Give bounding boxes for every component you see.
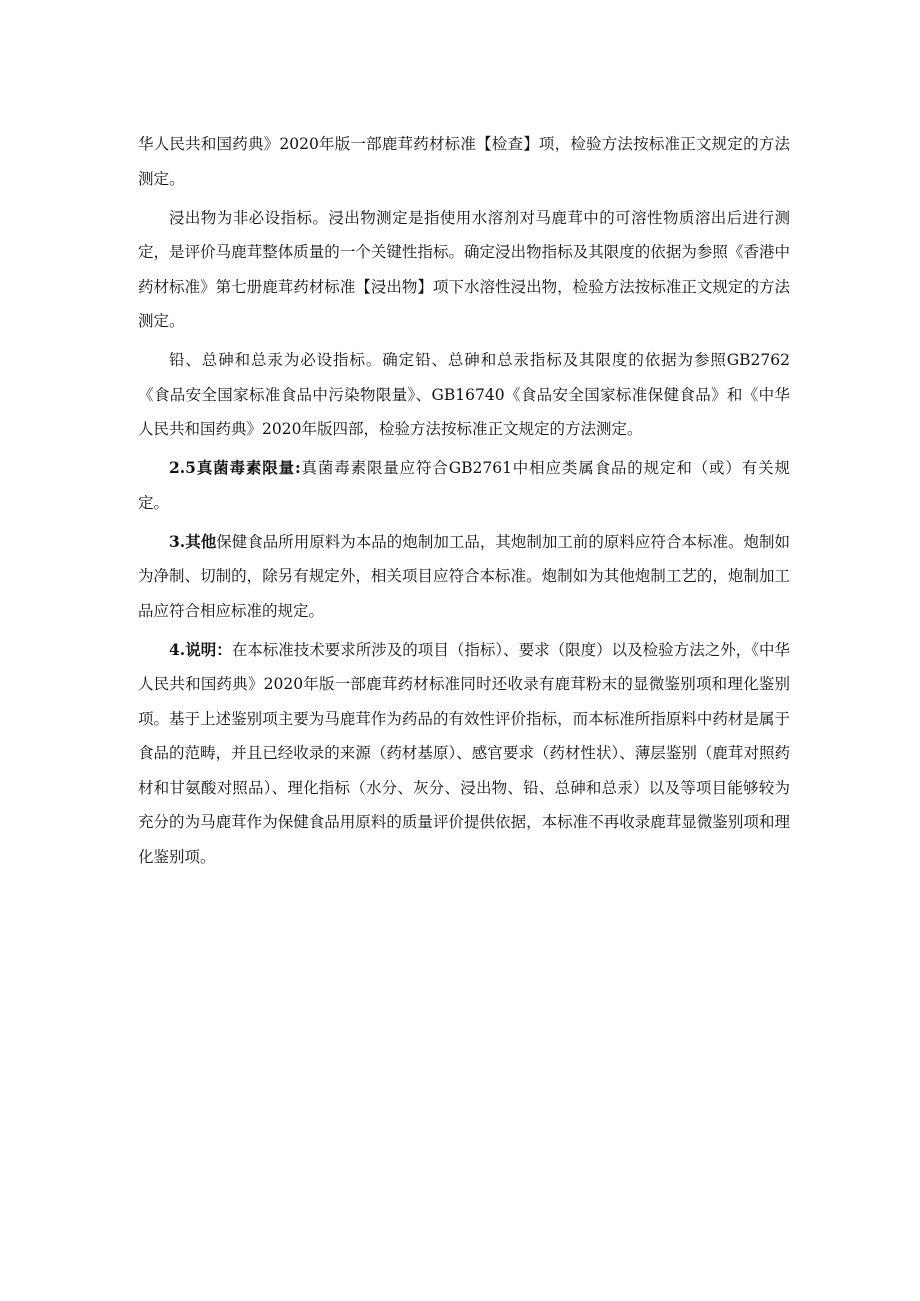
paragraph-extract — [138, 201, 790, 339]
paragraph-text: 铅、总砷和总汞为必设指标。确定铅、总砷和总汞指标及其限度的依据为参照GB2762《食品安全国家标准食品中污染物限量》、GB16740《食品安全国家标准保健食品》和《中华人民共和国药典》2020年版四部，检验方法按标准正文规定的方法测定。 — [138, 351, 790, 438]
paragraph-text: 浸出物为非必设指标。浸出物测定是指使用水溶剂对马鹿茸中的可溶性物质溶出后进行测定，是评价马鹿茸整体质量的一个关键性指标。确定浸出物指标及其限度的依据为参照《香港中药材标准》第七册鹿茸药材标准【浸出物】项下水溶性浸出物，检验方法按标准正文规定的方法测定。 — [138, 208, 790, 330]
section-heading: 2.5真菌毒素限量: — [169, 458, 301, 477]
section-heading: 4.说明： — [169, 639, 232, 659]
section-heading: 3.其他 — [169, 531, 217, 551]
paragraph-notes — [138, 633, 790, 875]
paragraph-text: 真菌毒素限量应符合GB2761中相应类属食品的规定和（或）有关规定。 — [138, 459, 790, 512]
document-page — [138, 127, 790, 879]
paragraph-text: 华人民共和国药典》2020年版一部鹿茸药材标准【检查】项，检验方法按标准正文规定的方法测定。 — [138, 135, 790, 188]
paragraph-other — [138, 525, 790, 629]
paragraph-mycotoxin — [138, 451, 790, 520]
paragraph-continuation — [138, 127, 790, 196]
paragraph-heavy-metals — [138, 343, 790, 447]
paragraph-text: 保健食品所用原料为本品的炮制加工品，其炮制加工前的原料应符合本标准。炮制如为净制、切制的，除另有规定外，相关项目应符合本标准。炮制如为其他炮制工艺的，炮制加工品应符合相应标准的规定。 — [138, 532, 790, 620]
paragraph-text: 在本标准技术要求所涉及的项目（指标）、要求（限度）以及检验方法之外，《中华人民共和国药典》2020年版一部鹿茸药材标准同时还收录有鹿茸粉末的显微鉴别项和理化鉴别项。基于上述鉴别项主要为马鹿茸作为药品的有效性评价指标，而本标准所指原料中药材是属于食品的范畴，并且已经收录的来源（药材基原）、感官要求（药材性状）、薄层鉴别（鹿茸对照药材和甘氨酸对照品）、理化指标（水分、灰分、浸出物、铅、总砷和总汞）以及等项目能够较为充分的为马鹿茸作为保健食品用原料的质量评价提供依据，本标准不再收录鹿茸显微鉴别项和理化鉴别项。 — [138, 640, 790, 866]
